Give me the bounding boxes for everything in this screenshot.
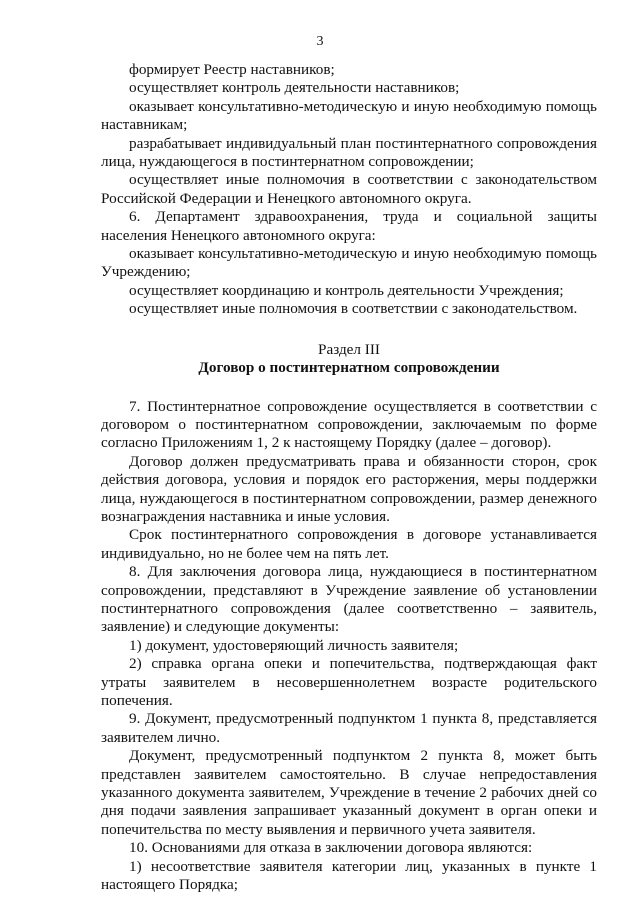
document-body <box>101 61 597 894</box>
paragraph: осуществляет иные полномочия в соответствии с законодательством. <box>129 300 578 318</box>
page-number: 3 <box>316 34 324 49</box>
paragraph: осуществляет координацию и контроль деятельности Учреждения; <box>129 281 564 299</box>
paragraph: 10. Основаниями для отказа в заключении договора являются: <box>129 839 533 857</box>
paragraph: Договор должен предусматривать права и обязанности сторон, срок действия договора, условия и порядок его расторжения, меры поддержки лица, нуждающегося в постинтернатном сопровождении, размер денежного вознаграждения наставника и иные условия. <box>101 452 597 525</box>
paragraph: 2) справка органа опеки и попечительства, подтверждающая факт утраты заявителем в несовершеннолетнем возрасте родительского попечения. <box>101 655 597 709</box>
section-spacer <box>101 319 597 341</box>
paragraph: 8. Для заключения договора лица, нуждающиеся в постинтернатном сопровождении, представляют в Учреждение заявление об установлении постинтернатного сопровождения (далее соответственно – заявитель, заявление) и следующие документы: <box>101 563 597 636</box>
paragraph: разрабатывает индивидуальный план постинтернатного сопровождения лица, нуждающегося в постинтернатном сопровождении; <box>101 134 597 171</box>
paragraph: формирует Реестр наставников; <box>129 61 335 78</box>
paragraph: осуществляет контроль деятельности наставников; <box>129 79 460 97</box>
paragraph: 9. Документ, предусмотренный подпунктом 1 пункта 8, представляется заявителем лично. <box>101 710 597 746</box>
section-title: Договор о постинтернатном сопровождении <box>198 359 500 377</box>
section-number: Раздел III <box>318 340 380 358</box>
paragraph: 1) документ, удостоверяющий личность заявителя; <box>129 636 459 654</box>
paragraph: 7. Постинтернатное сопровождение осуществляется в соответствии с договором о постинтернатном сопровождении, заключаемым по форме согласно Приложениям 1, 2 к настоящему Порядку (далее – договор). <box>101 397 597 452</box>
paragraph: оказывает консультативно-методическую и иную необходимую помощь Учреждению; <box>101 245 597 281</box>
paragraph: осуществляет иные полномочия в соответствии с законодательством Российской Федерации и Ненецкого автономного округа. <box>101 171 597 207</box>
paragraph: Срок постинтернатного сопровождения в договоре устанавливается индивидуально, но не более чем на пять лет. <box>101 526 597 562</box>
paragraph: оказывает консультативно-методическую и иную необходимую помощь наставникам; <box>101 97 597 134</box>
section-spacer <box>101 378 597 398</box>
paragraph: 6. Департамент здравоохранения, труда и социальной защиты населения Ненецкого автономного округа: <box>101 208 597 244</box>
paragraph: 1) несоответствие заявителя категории лиц, указанных в пункте 1 настоящего Порядка; <box>101 857 597 894</box>
paragraph: Документ, предусмотренный подпунктом 2 пункта 8, может быть представлен заявителем самостоятельно. В случае непредоставления указанного документа заявителем, Учреждение в течение 2 рабочих дней со дня подачи заявления запрашивает указанный документ в орган опеки и попечительства по месту выявления и первичного учета заявителя. <box>101 747 597 838</box>
